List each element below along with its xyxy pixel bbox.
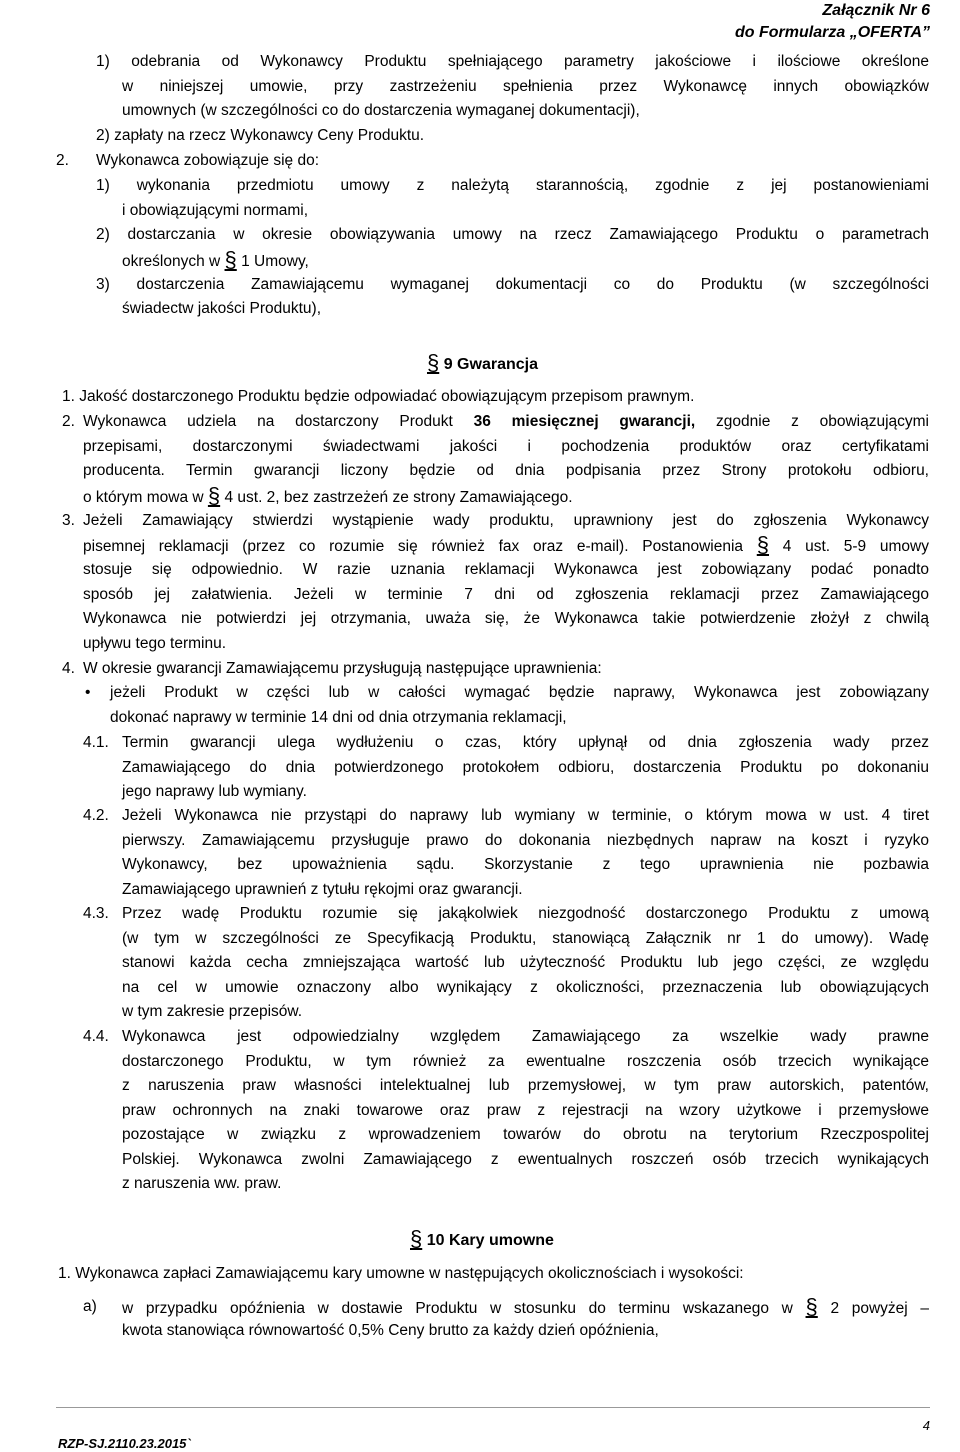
section-sign: § bbox=[410, 1226, 423, 1251]
text-line bbox=[122, 1295, 929, 1322]
text-line: i obowiązującymi normami, bbox=[122, 202, 309, 219]
text-line: 2) zapłaty na rzecz Wykonawcy Ceny Produktu. bbox=[96, 127, 425, 144]
text-line: Jeżeli Wykonawca nie przystąpi do naprawy lub wymiany w terminie, o którym mowa w ust. 4 tiret bbox=[122, 807, 929, 824]
text-line: Wykonawca nie potwierdzi jej otrzymania, uważa się, że Wykonawca takie potwierdzenie złożył z chwilą bbox=[83, 610, 929, 627]
text-line: Wykonawca jest odpowiedzialny względem Zamawiającego za wszelkie wady prawne bbox=[122, 1028, 929, 1045]
section-sign: § bbox=[207, 483, 221, 508]
subparagraph-4-1 bbox=[122, 731, 929, 805]
paragraph-number: 2. bbox=[56, 152, 69, 169]
text-line bbox=[83, 484, 573, 511]
text-line: Zamawiającego uprawnień z tytułu rękojmi oraz gwarancji. bbox=[122, 880, 523, 898]
section-heading bbox=[410, 1226, 554, 1252]
text-fragment: 4 ust. 5-9 umowy bbox=[782, 538, 929, 555]
text-line: 1. Wykonawca zapłaci Zamawiającemu kary umowne w następujących okolicznościach i wysokości: bbox=[58, 1265, 744, 1282]
section-title: 9 Gwarancja bbox=[443, 356, 538, 373]
subparagraph-4-4 bbox=[122, 1025, 929, 1197]
text-line: W okresie gwarancji Zamawiającemu przysługują następujące uprawnienia: bbox=[83, 660, 602, 677]
text-line: z naruszenia praw własności intelektualnej lub przemysłowej, w tym praw autorskich, patentów, bbox=[122, 1077, 929, 1094]
section-sign: § bbox=[805, 1294, 818, 1319]
text-line: upływu tego terminu. bbox=[83, 635, 227, 652]
list-label: a) bbox=[83, 1298, 97, 1315]
text-line: umownych (w szczególności co do dostarczenia wymaganej dokumentacji), bbox=[122, 102, 640, 119]
text-fragment: określonych w bbox=[122, 253, 221, 270]
text-fragment: pisemnej reklamacji (przez co rozumie się również fax oraz e-mail). Postanowienia bbox=[83, 538, 744, 555]
document-code: RZP-SJ.2110.23.2015` bbox=[58, 1436, 191, 1451]
paragraph-number: 3. bbox=[62, 512, 75, 529]
text-line: jeżeli Produkt w części lub w całości wymagać będzie naprawy, Wykonawca jest zobowiązany bbox=[110, 684, 929, 701]
text-line: sposób jej załatwienia. Jeżeli w terminie 7 dni od zgłoszenia reklamacji przez Zamawiającego bbox=[83, 586, 929, 603]
text-line: producenta. Termin gwarancji liczony będzie od dnia podpisania przez Strony protokołu odbioru, bbox=[83, 462, 929, 479]
text-line bbox=[122, 248, 309, 275]
subparagraph-number: 4.4. bbox=[83, 1028, 109, 1045]
section-heading bbox=[427, 350, 538, 376]
text-line: pozostające w związku z wprowadzeniem towarów do obrotu na terytorium Rzeczpospolitej bbox=[122, 1126, 929, 1143]
text-fragment: w przypadku opóźnienia w dostawie Produktu w stosunku do terminu wskazanego w bbox=[122, 1300, 793, 1317]
text-line: Jeżeli Zamawiający stwierdzi wystąpienie wady produktu, uprawniony jest do zgłoszenia Wykonawcy bbox=[83, 512, 929, 529]
text-line: Wykonawca zobowiązuje się do: bbox=[96, 152, 320, 169]
section-sign: § bbox=[427, 350, 440, 375]
subparagraph-number: 4.2. bbox=[83, 807, 109, 824]
text-line: praw ochronnych na znaki towarowe oraz praw z rejestracji na wzory użytkowe i przemysłowe bbox=[122, 1101, 929, 1119]
text-fragment: zgodnie z obowiązującymi bbox=[716, 413, 930, 430]
attachment-header bbox=[735, 0, 930, 44]
text-line: 1. Jakość dostarczonego Produktu będzie odpowiadać obowiązującym przepisom prawnym. bbox=[62, 388, 695, 405]
text-line: stosuje się odpowiednio. W razie uznania reklamacji Wykonawca jest zobowiązany podać ponadto bbox=[83, 561, 929, 578]
bullet: • bbox=[85, 684, 91, 701]
text-line: przepisami, dostarczonymi świadectwami jakości i pochodzenia produktów oraz certyfikatami bbox=[83, 438, 929, 455]
text-line: Polskiej. Wykonawca zwolni Zamawiającego z ewentualnych roszczeń osób trzecich wynikających bbox=[122, 1150, 929, 1168]
text-line: Zamawiającego do dnia potwierdzonego protokołem odbioru, dostarczenia Produktu po dokonaniu bbox=[122, 758, 929, 776]
text-line: na cel w umowie oznaczony albo wynikający z okoliczności, przeznaczenia lub obowiązujących bbox=[122, 978, 929, 996]
section-title: 10 Kary umowne bbox=[426, 1232, 554, 1249]
text-line: dokonać naprawy w terminie 14 dni od dnia otrzymania reklamacji, bbox=[110, 709, 567, 726]
text-line: (w tym w szczególności ze Specyfikacją Produktu, stanowiącą Załącznik nr 1 do umowy). Wadę bbox=[122, 929, 929, 947]
text-line: 2) dostarczania w okresie obowiązywania umowy na rzecz Zamawiającego Produktu o parametrach bbox=[96, 226, 929, 243]
paragraph-number: 4. bbox=[62, 660, 75, 677]
text-fragment: 2 powyżej – bbox=[830, 1300, 930, 1317]
section-sign: § bbox=[224, 247, 237, 272]
text-line bbox=[83, 533, 929, 560]
text-fragment: Wykonawca udziela na dostarczony Produkt bbox=[83, 413, 453, 430]
text-line: kwota stanowiąca równowartość 0,5% Ceny brutto za każdy dzień opóźnienia, bbox=[122, 1322, 659, 1339]
form-name: do Formularza „OFERTA” bbox=[735, 24, 930, 41]
page-number: 4 bbox=[922, 1418, 930, 1433]
text-line: Przez wadę Produktu rozumie się jakąkolwiek niezgodność dostarczonego Produktu z umową bbox=[122, 905, 929, 922]
text-fragment: 1 Umowy, bbox=[241, 253, 309, 270]
text-line: świadectw jakości Produktu), bbox=[122, 300, 321, 317]
text-line: 1) odebrania od Wykonawcy Produktu spełniającego parametry jakościowe i ilościowe określone bbox=[96, 53, 929, 70]
text-line: jego naprawy lub wymiany. bbox=[122, 783, 307, 800]
footer-divider bbox=[56, 1407, 930, 1408]
text-fragment: 4 ust. 2, bez zastrzeżeń ze strony Zamawiającego. bbox=[224, 489, 573, 506]
subparagraph-4-2 bbox=[122, 804, 929, 902]
text-line bbox=[83, 410, 929, 435]
text-line: 1) wykonania przedmiotu umowy z należytą starannością, zgodnie z jej postanowieniami bbox=[96, 177, 929, 194]
text-line: z naruszenia ww. praw. bbox=[122, 1175, 282, 1192]
section-sign: § bbox=[756, 532, 770, 557]
subparagraph-number: 4.1. bbox=[83, 734, 109, 751]
text-line: w niniejszej umowie, przy zastrzeżeniu spełnienia przez Wykonawcę innych obowiązków bbox=[122, 78, 929, 95]
text-line: Wykonawcy, bez upoważnienia sądu. Skorzystanie z tego uprawnienia nie pozbawia bbox=[122, 856, 929, 873]
warranty-period: 36 miesięcznej gwarancji, bbox=[473, 413, 696, 430]
subparagraph-number: 4.3. bbox=[83, 905, 109, 922]
text-line: Termin gwarancji ulega wydłużeniu o czas, który upłynął od dnia zgłoszenia wady przez bbox=[122, 734, 929, 751]
text-line: w tym zakresie przepisów. bbox=[122, 1003, 303, 1020]
text-line: stanowi każda cecha zmniejszająca wartość lub użyteczność Produktu lub jego części, ze względu bbox=[122, 954, 929, 971]
text-fragment: o którym mowa w bbox=[83, 489, 204, 506]
text-line: 3) dostarczenia Zamawiającemu wymaganej dokumentacji co do Produktu (w szczególności bbox=[96, 276, 929, 293]
attachment-title: Załącznik Nr 6 bbox=[822, 2, 930, 19]
paragraph-number: 2. bbox=[62, 413, 75, 430]
text-line: dostarczonego Produktu, w tym również za ewentualne roszczenia osób trzecich wynikające bbox=[122, 1052, 929, 1070]
subparagraph-4-3 bbox=[122, 902, 929, 1025]
text-line: pierwszy. Zamawiającemu przysługuje prawo do dokonania niezbędnych napraw na koszt i ryzyko bbox=[122, 831, 929, 849]
